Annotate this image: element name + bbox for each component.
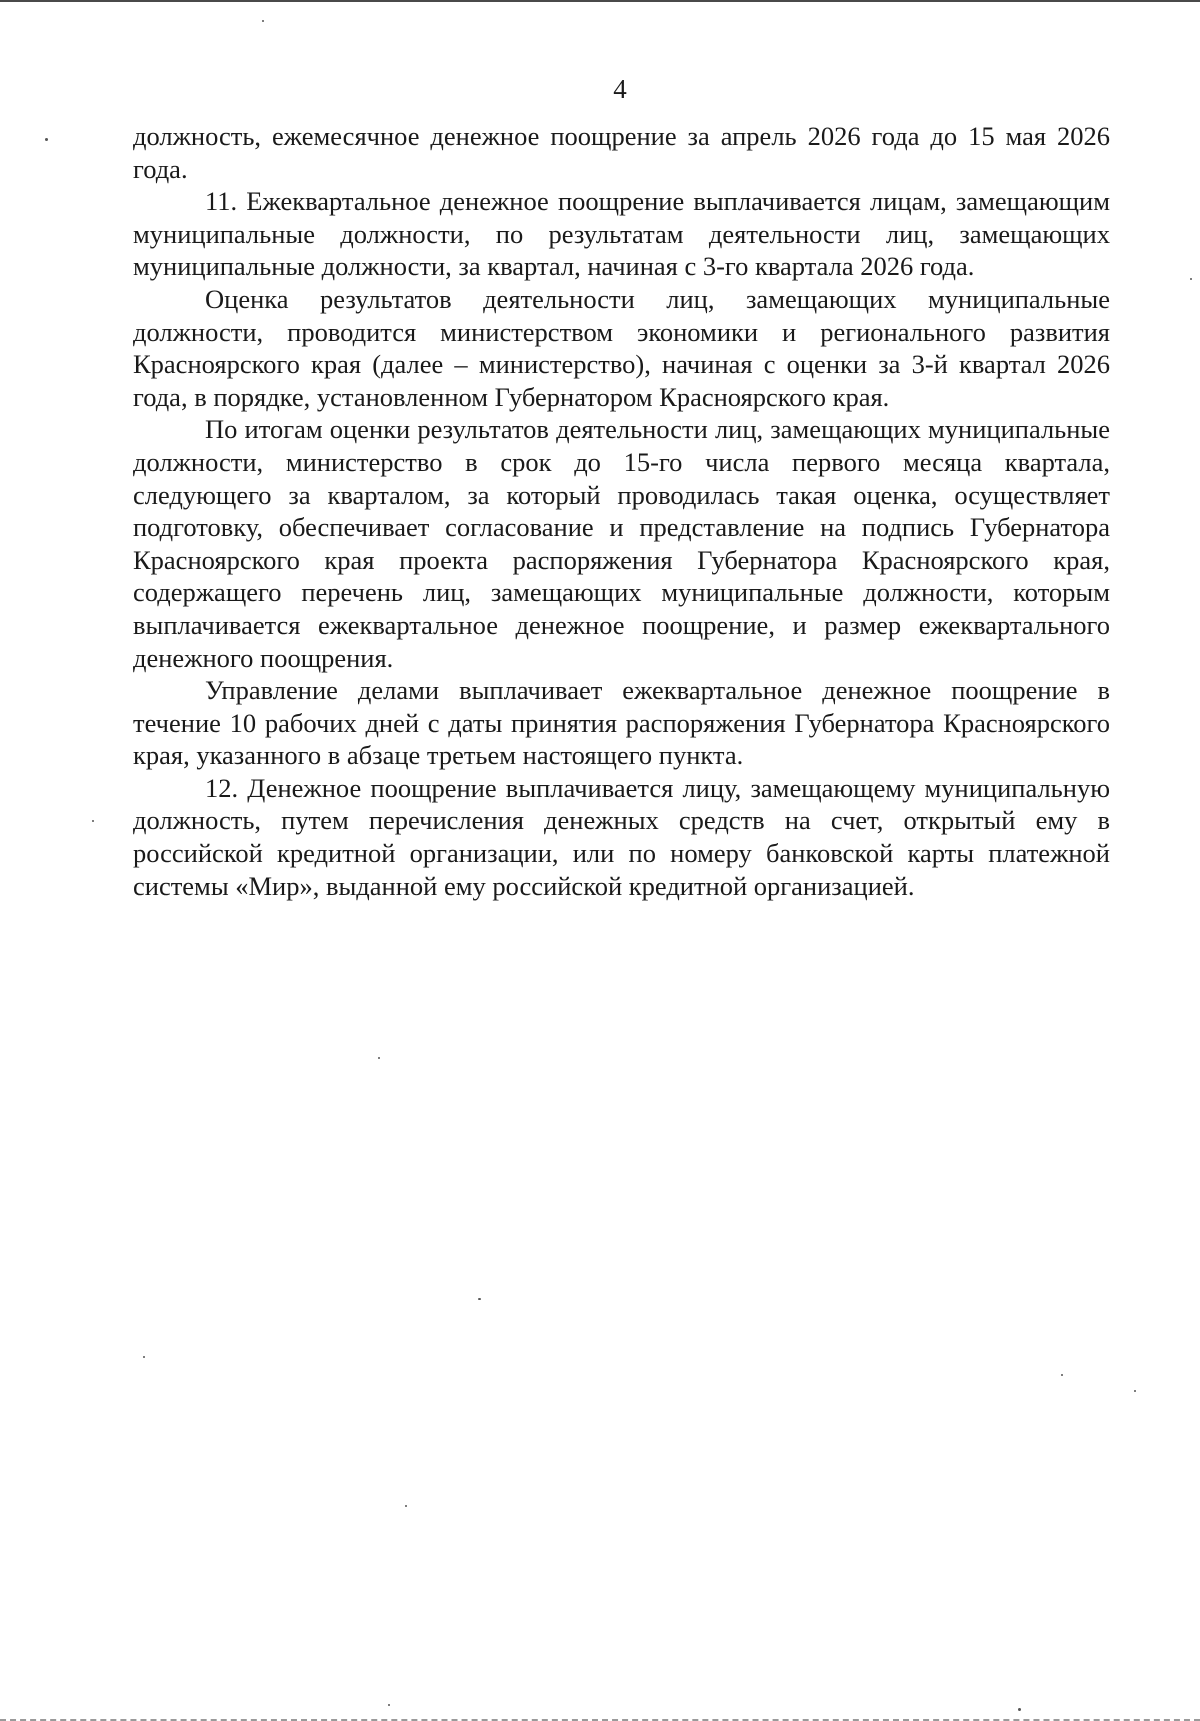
scan-speck xyxy=(92,820,94,822)
scan-bottom-edge xyxy=(0,1715,1200,1721)
paragraph-results: По итогам оценки результатов деятельности лиц, замещающих муниципальные должности, министерство в срок до 15-го числа первого месяца квартала, следующего за кварталом, за который проводилась такая оценка, осуществляет подготовку, обеспечивает согласование и представление на подпись Губернатора Красноярского края проекта распоряжения Губернатора Красноярского края, содержащего перечень лиц, замещающих муниципальные должности, которым выплачивается ежеквартальное денежное поощрение, и размер ежеквартального денежного поощрения. xyxy=(133,414,1110,673)
paragraph-item-12: 12. Денежное поощрение выплачивается лицу, замещающему муниципальную должность, путем перечисления денежных средств на счет, открытый ему в российской кредитной организации, или по номеру банковской карты платежной системы «Мир», выданной ему российской кредитной организацией. xyxy=(133,772,1110,901)
paragraph-item-11: 11. Ежеквартальное денежное поощрение выплачивается лицам, замещающим муниципальные должности, по результатам деятельности лиц, замещающих муниципальные должности, за квартал, начиная с 3-го квартала 2026 года. xyxy=(133,186,1110,282)
scan-speck xyxy=(378,1057,380,1059)
page-number: 4 xyxy=(613,74,627,104)
scan-speck xyxy=(478,1298,481,1300)
paragraph-assessment: Оценка результатов деятельности лиц, замещающих муниципальные должности, проводится министерством экономики и регионального развития Красноярского края (далее – министерство), начиная с оценки за 3-й квартал 2026 года, в порядке, установленном Губернатором Красноярского края. xyxy=(133,283,1110,412)
scan-speck xyxy=(1018,1708,1021,1711)
scan-speck xyxy=(143,1356,145,1358)
paragraph-continuation: должность, ежемесячное денежное поощрение за апрель 2026 года до 15 мая 2026 года. xyxy=(133,121,1110,184)
scan-speck xyxy=(1061,1374,1063,1376)
scan-speck xyxy=(1190,278,1192,280)
scan-speck xyxy=(388,1704,390,1706)
scan-speck xyxy=(45,138,48,141)
scan-speck xyxy=(262,20,264,22)
paragraph-payment-office: Управление делами выплачивает ежеквартальное денежное поощрение в течение 10 рабочих дней с даты принятия распоряжения Губернатора Красноярского края, указанного в абзаце третьем настоящего пункта. xyxy=(133,675,1110,771)
scan-speck xyxy=(1134,1390,1136,1392)
document-body xyxy=(133,120,1110,902)
scan-speck xyxy=(405,1505,407,1507)
